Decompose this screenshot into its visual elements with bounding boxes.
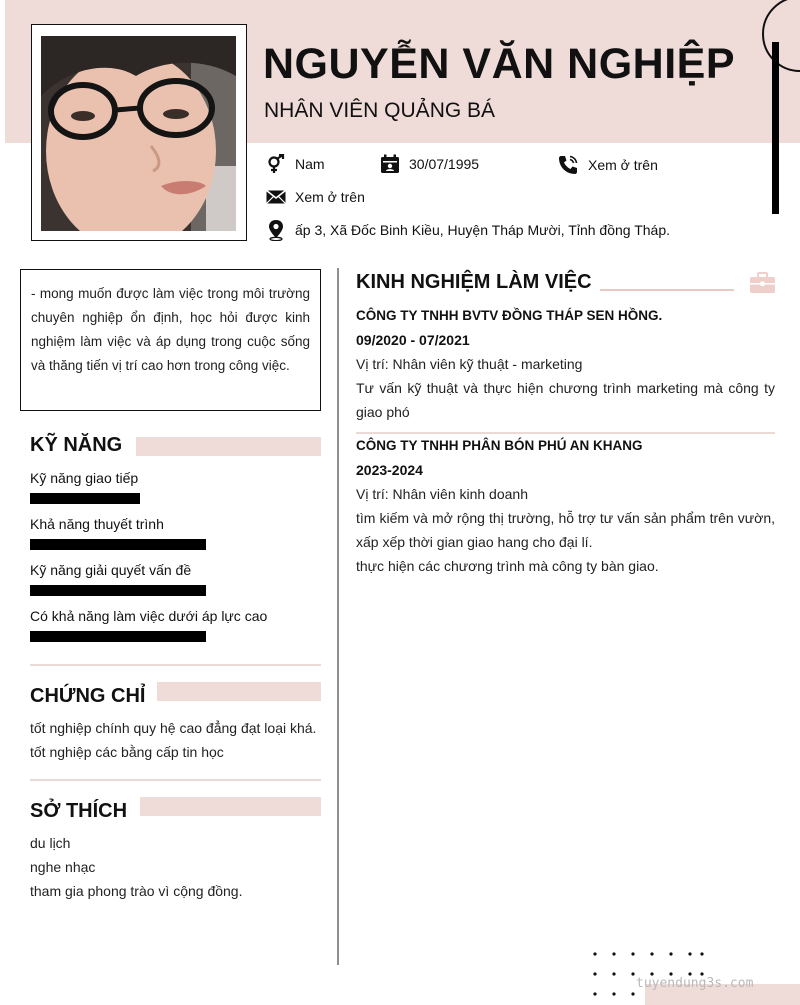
calendar-icon: [380, 154, 400, 174]
skills-title: KỸ NĂNG: [30, 434, 123, 456]
column-divider: [337, 268, 339, 965]
email-value: Xem ở trên: [295, 189, 365, 205]
skill-level-bar: [30, 539, 206, 550]
gender-item: [266, 154, 325, 174]
decorative-bar: [772, 42, 779, 214]
job-description: Tư vấn kỹ thuật và thực hiện chương trình marketing mà công ty giao phó: [356, 380, 775, 420]
job-company: CÔNG TY TNHH BVTV ĐỒNG THÁP SEN HỒNG.: [356, 308, 663, 323]
address-value: ấp 3, Xã Đốc Binh Kiều, Huyện Tháp Mười, Tỉnh đồng Tháp.: [295, 222, 670, 238]
candidate-name: NGUYỄN VĂN NGHIỆP: [263, 40, 736, 88]
certificates-title: CHỨNG CHỈ: [30, 685, 146, 707]
experience-title-line: [600, 289, 734, 291]
career-objective: - mong muốn được làm việc trong môi trường chuyên nghiệp ổn định, học hỏi được kinh nghiệm làm việc và áp dụng trong cuộc sống và thăng tiến vị trí cao hơn trong công việc.: [20, 269, 321, 411]
job-period: 09/2020 - 07/2021: [356, 332, 470, 348]
hobby-line: du lịch: [30, 835, 71, 851]
section-divider: [30, 779, 321, 781]
job-description: tìm kiếm và mở rộng thị trường, hỗ trợ tư vấn sản phẩm trên vườn, xấp xếp thời gian giao hang cho đại lí.: [356, 510, 775, 550]
experience-title: KINH NGHIỆM LÀM VIỆC: [356, 271, 592, 293]
address-item: [266, 219, 670, 241]
briefcase-icon: [749, 272, 776, 294]
certificate-line: tốt nghiệp chính quy hệ cao đẳng đạt loại khá.: [30, 720, 317, 736]
job-period: 2023-2024: [356, 462, 423, 478]
skill-level-bar: [30, 631, 206, 642]
skill-label: Kỹ năng giải quyết vấn đề: [30, 562, 192, 578]
skill-label: Có khả năng làm việc dưới áp lực cao: [30, 608, 268, 624]
job-description: thực hiện các chương trình mà công ty bàn giao.: [356, 558, 659, 574]
phone-item: [557, 154, 658, 176]
skills-title-bar: [136, 437, 321, 456]
watermark: tuyendung3s.com: [636, 976, 754, 991]
skill-label: Kỹ năng giao tiếp: [30, 470, 139, 486]
section-divider: [30, 664, 321, 666]
hobbies-title-bar: [140, 797, 321, 816]
birthdate-item: [380, 154, 479, 174]
certificate-line: tốt nghiệp các bằng cấp tin học: [30, 744, 224, 760]
job-position: Vị trí: Nhân viên kỹ thuật - marketing: [356, 356, 583, 372]
phone-value: Xem ở trên: [588, 157, 658, 173]
job-separator: [356, 432, 775, 434]
gender-value: Nam: [295, 156, 325, 172]
skill-level-bar: [30, 493, 140, 504]
certificates-title-bar: [157, 682, 321, 701]
email-item: [266, 187, 365, 207]
hobby-line: tham gia phong trào vì cộng đồng.: [30, 883, 243, 899]
envelope-icon: [266, 187, 286, 207]
job-position: Vị trí: Nhân viên kinh doanh: [356, 486, 528, 502]
phone-icon: [557, 154, 579, 176]
job-title: NHÂN VIÊN QUẢNG BÁ: [264, 99, 496, 122]
job-company: CÔNG TY TNHH PHÂN BÓN PHÚ AN KHANG: [356, 438, 643, 453]
gender-icon: [266, 154, 286, 174]
skill-level-bar: [30, 585, 206, 596]
birthdate-value: 30/07/1995: [409, 156, 480, 172]
skill-label: Khả năng thuyết trình: [30, 516, 164, 532]
hobbies-title: SỞ THÍCH: [30, 800, 128, 822]
hobby-line: nghe nhạc: [30, 859, 96, 875]
location-pin-icon: [266, 219, 286, 241]
profile-photo: [41, 36, 236, 231]
